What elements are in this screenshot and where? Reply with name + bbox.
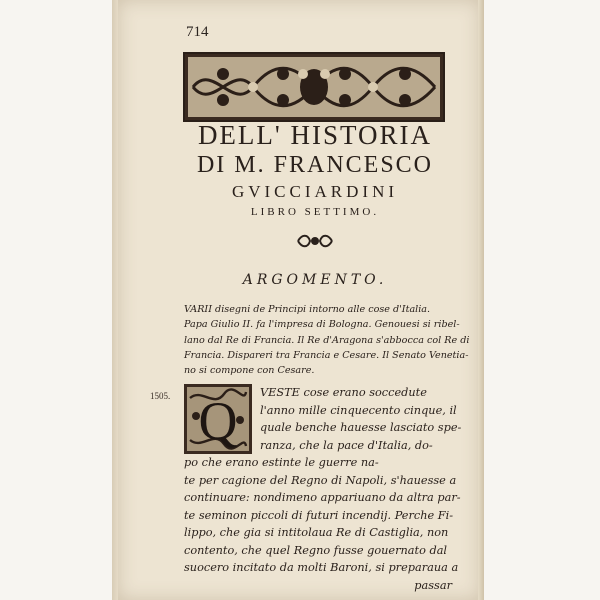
page-number: 714 (186, 24, 209, 40)
title-line-4: LIBRO SETTIMO. (250, 206, 380, 218)
title-line-3: GVICCIARDINI (231, 182, 399, 201)
argomento-line: lano dal Re di Francia. Il Re d'Aragona s'abbocca col Re di (184, 334, 470, 346)
body-line: suocero incitato da molti Baroni, si preparaua a (184, 561, 459, 574)
decorated-initial-icon (184, 384, 252, 454)
body-line: po che erano estinte le guerre na- (184, 456, 379, 469)
body-line: passar (414, 578, 452, 592)
dropcap-letter: Q (198, 391, 238, 451)
argomento-line: VARII disegni de Principi intorno alle cose d'Italia. (184, 304, 431, 315)
argomento-line: no si compone con Cesare. (184, 365, 315, 377)
headpiece-ornament-icon (183, 52, 445, 122)
margin-year: 1505. (150, 391, 171, 401)
body-line: lippo, che gia si intitolaua Re di Castiglia, non (184, 526, 449, 539)
title-line-1: DELL' HISTORIA (197, 120, 433, 150)
argomento-line: Francia. Dispareri tra Francia e Cesare. Il Senato Venetia- (184, 349, 469, 361)
body-line: continuare: nondimeno appariuano da altra par- (184, 491, 461, 504)
title-line-2: DI M. FRANCESCO (196, 152, 434, 178)
body-line: ranza, che la pace d'Italia, do- (260, 438, 433, 452)
body-line: l'anno mille cinquecento cinque, il (260, 403, 457, 417)
argomento-text (184, 302, 470, 378)
body-line: VESTE cose erano soccedute (260, 386, 427, 399)
body-line: te seminon piccoli di futuri incendij. Perche Fi- (184, 508, 454, 522)
body-text (184, 384, 462, 594)
body-line: contento, che quel Regno fusse gouernato dal (184, 543, 448, 557)
body-line: quale benche hauesse lasciato spe- (260, 421, 462, 434)
fleuron-ornament-icon (296, 232, 334, 250)
body-line: te per cagione del Regno di Napoli, s'hauesse a (184, 473, 457, 487)
argomento-heading: ARGOMENTO. (242, 272, 388, 288)
argomento-line: Papa Giulio II. fa l'impresa di Bologna. Genouesi si ribel- (184, 319, 460, 331)
book-fore-edge (478, 0, 484, 600)
